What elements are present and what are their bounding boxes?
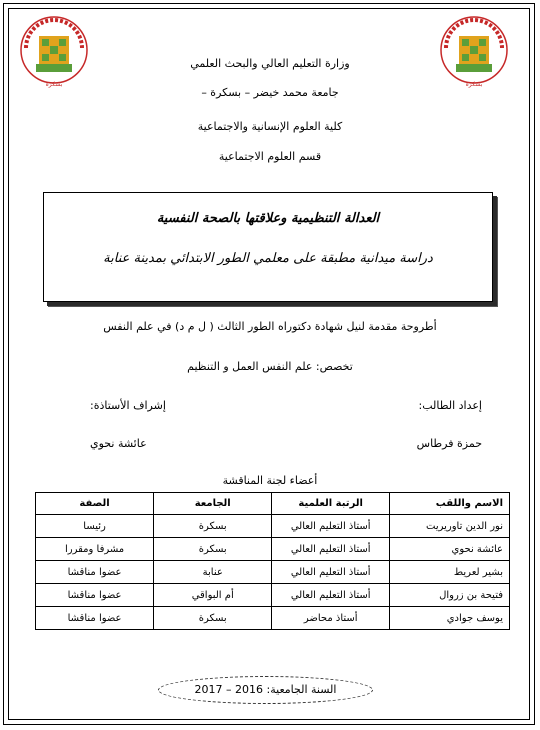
header-role: الصفة	[36, 493, 154, 515]
table-header-row	[36, 493, 510, 515]
academic-year-badge	[158, 676, 373, 704]
cell-name: عائشة نحوي	[390, 538, 510, 561]
committee-title: أعضاء لجنة المناقشة	[222, 474, 318, 487]
seal-caption: بسكرة	[465, 81, 483, 88]
jury-table	[35, 492, 510, 630]
cell-name: يوسف جوادي	[390, 607, 510, 630]
cell-rank: أستاذ التعليم العالي	[272, 561, 390, 584]
ministry-name: وزارة التعليم العالي والبحث العلمي	[190, 57, 350, 70]
thesis-title: العدالة التنظيمية وعلاقتها بالصحة النفسية	[156, 211, 380, 226]
university-seal-icon	[432, 10, 516, 94]
cell-rank: أستاذ محاضر	[272, 607, 390, 630]
cell-university: بسكرة	[154, 538, 272, 561]
cell-university: بسكرة	[154, 515, 272, 538]
university-seal-icon	[12, 10, 96, 94]
cell-university: بسكرة	[154, 607, 272, 630]
table-row	[36, 584, 510, 607]
supervision-label: إشراف الأستاذة:	[90, 399, 166, 412]
table-row	[36, 538, 510, 561]
academic-year: السنة الجامعية: 2016 – 2017	[194, 683, 337, 696]
header-name: الاسم واللقب	[390, 493, 510, 515]
cell-university: عنابة	[154, 561, 272, 584]
cell-role: عضوا مناقشا	[36, 584, 154, 607]
cell-rank: أستاذ التعليم العالي	[272, 584, 390, 607]
supervisor-name: عائشة نحوي	[90, 437, 147, 450]
university-name: جامعة محمد خيضر – بسكرة –	[201, 86, 339, 99]
table-row	[36, 607, 510, 630]
university-logo-right	[432, 10, 516, 94]
university-logo-left	[12, 10, 96, 94]
cell-name: بشير لعريط	[390, 561, 510, 584]
thesis-statement: أطروحة مقدمة لنيل شهادة دكتوراه الطور الثالث ( ل م د) في علم النفس	[103, 320, 437, 333]
table-row	[36, 561, 510, 584]
header-rank: الرتبة العلمية	[272, 493, 390, 515]
cell-role: مشرفا ومقررا	[36, 538, 154, 561]
header-university: الجامعة	[154, 493, 272, 515]
faculty-name: كلية العلوم الإنسانية والاجتماعية	[197, 120, 343, 133]
department-name: قسم العلوم الاجتماعية	[218, 150, 322, 163]
specialization: تخصص: علم النفس العمل و التنظيم	[187, 360, 353, 373]
cell-rank: أستاذ التعليم العالي	[272, 515, 390, 538]
seal-caption: بسكرة	[45, 81, 63, 88]
cell-role: عضوا مناقشا	[36, 561, 154, 584]
cell-name: نور الدين تاوريريت	[390, 515, 510, 538]
student-name: حمزة فرطاس	[416, 437, 482, 450]
cell-rank: أستاذ التعليم العالي	[272, 538, 390, 561]
prepared-by-label: إعداد الطالب:	[418, 399, 482, 412]
thesis-subtitle: دراسة ميدانية مطبقة على معلمي الطور الابتدائي بمدينة عنابة	[103, 251, 433, 266]
cell-role: رئيسا	[36, 515, 154, 538]
thesis-title-box	[43, 192, 493, 302]
table-row	[36, 515, 510, 538]
cell-role: عضوا مناقشا	[36, 607, 154, 630]
cell-name: فتيحة بن زروال	[390, 584, 510, 607]
cell-university: أم البواقي	[154, 584, 272, 607]
